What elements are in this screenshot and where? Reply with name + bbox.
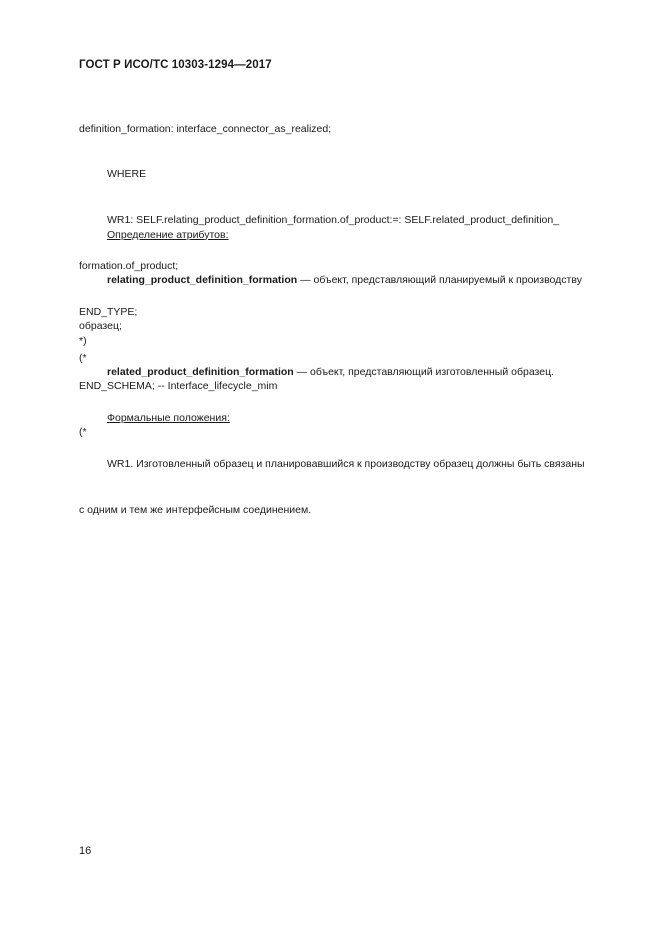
- rule-wr1-continuation: с одним и тем же интерфейсным соединением.: [79, 503, 312, 516]
- attribute-relating-continuation: образец;: [79, 320, 122, 333]
- code-line-open-comment: (*: [79, 352, 87, 365]
- attribute-relating: [79, 273, 619, 288]
- code-line-definition-formation: definition_formation: interface_connector_as_realized;: [79, 122, 332, 135]
- attribute-name-related: related_product_definition_formation: [107, 366, 294, 379]
- attributes-heading: Определение атрибутов:: [107, 228, 229, 241]
- code-line-end-schema: END_SCHEMA; -- Interface_lifecycle_mim: [79, 380, 278, 393]
- document-header: ГОСТ Р ИСО/ТС 10303-1294—2017: [79, 59, 272, 71]
- attribute-name-relating: relating_product_definition_formation: [107, 274, 298, 287]
- code-line-wr1: WR1: SELF.relating_product_definition_formation.of_product:=: SELF.related_product_definition_: [107, 214, 560, 227]
- page-number: 16: [79, 845, 92, 857]
- attribute-desc-related: — объект, представляющий изготовленный образец.: [293, 366, 555, 379]
- code-line-end-type: END_TYPE;: [79, 306, 138, 319]
- rule-wr1: WR1. Изготовленный образец и планировавшийся к производству образец должны быть связаны: [107, 458, 585, 471]
- code-line-where: WHERE: [107, 168, 147, 181]
- code-line-wr1-continuation: formation.of_product;: [79, 260, 179, 273]
- attribute-desc-relating: — объект, представляющий планируемый к производству: [297, 274, 582, 287]
- formal-propositions-heading: Формальные положения:: [107, 412, 230, 425]
- code-line-close-comment: *): [79, 334, 87, 347]
- express-code-block-end: [79, 303, 619, 471]
- code-line-open-comment-2: (*: [79, 426, 87, 439]
